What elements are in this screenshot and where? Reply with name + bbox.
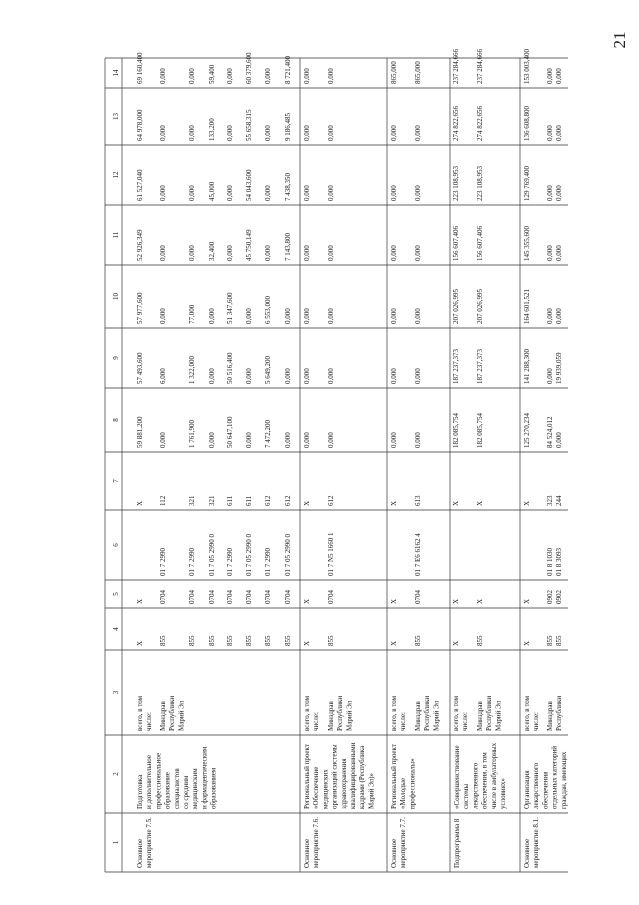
cell-c7: X — [523, 500, 531, 506]
cell-c4: X — [136, 640, 144, 646]
column-header-7: 7 — [112, 479, 120, 483]
amount-cell: 0,000 — [303, 245, 311, 261]
executor-line: Республики — [485, 695, 494, 731]
block-title-line: со средним — [182, 775, 190, 809]
cell-c6: 01 8 1030 — [546, 548, 554, 576]
amount-cell: 0,000 — [546, 368, 554, 384]
cell-c4: 855 — [226, 635, 234, 646]
block-title-line: медицинских — [321, 769, 330, 809]
block-title-line: отдельных категорий — [550, 745, 559, 809]
amount-cell: 0,000 — [327, 245, 335, 261]
amount-cell: 0,000 — [226, 245, 234, 261]
amount-cell: 141 288,300 — [523, 349, 531, 384]
cell-c5: X — [476, 598, 484, 604]
amount-cell: 0,000 — [188, 185, 196, 201]
amount-cell: 0,000 — [303, 432, 311, 448]
amount-cell: 45,000 — [208, 181, 216, 201]
cell-c7: X — [390, 500, 398, 506]
cell-c4: 855 — [188, 635, 196, 646]
column-header-6: 6 — [112, 543, 120, 547]
block-title-line: профессионалы» — [408, 758, 417, 809]
executor-line: Марий Эл — [494, 700, 503, 731]
amount-cell: 0,000 — [208, 308, 216, 324]
cell-c6: 01 7 E6 6162 4 — [414, 533, 422, 576]
amount-cell: 274 822,656 — [452, 106, 460, 141]
cell-c6: 01 7 2990 — [188, 548, 196, 576]
cell-c5: 0704 — [188, 590, 196, 604]
column-header-13: 13 — [112, 113, 120, 120]
amount-cell: 207 026,995 — [452, 289, 460, 324]
block-title-line: образование — [163, 772, 172, 809]
amount-cell: 7 143,800 — [284, 233, 292, 261]
block-title-line: Марий Эл)» — [367, 773, 376, 809]
amount-cell: 0,000 — [303, 68, 311, 84]
amount-cell: 0,000 — [555, 125, 563, 141]
executor-line: всего, в том — [452, 695, 460, 731]
cell-c6: 01 7 05 2990 0 — [245, 534, 253, 576]
amount-cell: 7 438,350 — [284, 173, 292, 201]
amount-cell: 0,000 — [555, 432, 563, 448]
executor-line: Марий Эл — [345, 700, 354, 731]
amount-cell: 50 647,100 — [226, 416, 234, 448]
block-code-line: Основное — [303, 838, 311, 868]
amount-cell: 54 043,600 — [245, 169, 253, 201]
amount-cell: 0,000 — [226, 68, 234, 84]
column-header-12: 12 — [112, 171, 120, 179]
amount-cell: 0,000 — [555, 308, 563, 324]
amount-cell: 0,000 — [159, 125, 167, 141]
cell-c6: 01 7 05 2990 0 — [284, 534, 292, 576]
executor-line: Минздрав — [546, 701, 554, 731]
cell-c7: 611 — [226, 495, 234, 506]
cell-c5: X — [452, 598, 460, 604]
amount-cell: 0,000 — [303, 125, 311, 141]
amount-cell: 77,000 — [188, 304, 196, 324]
amount-cell: 0,000 — [414, 125, 422, 141]
cell-c6: 01 8 3093 — [555, 548, 563, 576]
amount-cell: 156 607,406 — [476, 226, 484, 261]
block-title-line: условиях» — [499, 778, 507, 809]
block-code-line: мероприятие 7.5. — [145, 817, 154, 868]
cell-c4: 855 — [208, 635, 216, 646]
cell-c5: X — [523, 598, 531, 604]
amount-cell: 0,000 — [264, 185, 272, 201]
amount-cell: 1 761,900 — [188, 420, 196, 448]
cell-c4: X — [303, 640, 311, 646]
amount-cell: 0,000 — [327, 368, 335, 384]
amount-cell: 0,000 — [226, 185, 234, 201]
amount-cell: 0,000 — [414, 185, 422, 201]
block-code-line: мероприятие 8.1. — [532, 817, 541, 868]
cell-c6: 01 7 2990 — [226, 548, 234, 576]
cell-c4: 855 — [284, 635, 292, 646]
block-title-line: обеспечения, в том — [480, 752, 489, 809]
amount-cell: 69 160,400 — [136, 52, 144, 84]
cell-c6: 01 7 05 2990 0 — [208, 534, 216, 576]
amount-cell: 59,400 — [208, 64, 216, 84]
cell-c5: 0704 — [226, 590, 234, 604]
block-title-line: лекарственного — [532, 762, 541, 809]
column-header-10: 10 — [112, 293, 120, 300]
block-title-line: и дополнительное — [145, 755, 154, 809]
cell-c5: 0704 — [159, 590, 167, 604]
amount-cell: 64 978,000 — [136, 109, 144, 141]
amount-cell: 0,000 — [390, 245, 398, 261]
block-title-line: числе в амбулаторных — [489, 742, 498, 809]
cell-c4: 855 — [327, 635, 335, 646]
amount-cell: 237 284,666 — [452, 49, 460, 84]
column-header-3: 3 — [112, 690, 120, 695]
amount-cell: 0,000 — [159, 185, 167, 201]
cell-c7: 611 — [245, 495, 253, 506]
executor-line: Республики — [423, 695, 432, 731]
amount-cell: 0,000 — [208, 432, 216, 448]
amount-cell: 0,000 — [245, 432, 253, 448]
cell-c7: X — [136, 500, 144, 506]
amount-cell: 223 108,953 — [476, 166, 484, 201]
block-title-line: Организация — [523, 770, 531, 809]
executor-line: Минздрав — [476, 701, 484, 731]
block-title-line: Региональный проект — [303, 744, 311, 809]
cell-c6: 01 7 N5 1660 1 — [327, 532, 335, 576]
block-code-line: Основное — [390, 838, 398, 868]
amount-cell: 865,000 — [390, 61, 398, 84]
cell-c5: X — [390, 598, 398, 604]
amount-cell: 32,400 — [208, 241, 216, 261]
cell-c7: 612 — [327, 495, 335, 506]
block-title-line: «Молодые — [399, 777, 408, 809]
column-header-2: 2 — [112, 772, 120, 776]
cell-c5: 0704 — [327, 590, 335, 604]
amount-cell: 45 750,149 — [245, 229, 253, 261]
amount-cell: 0,000 — [390, 125, 398, 141]
amount-cell: 61 527,040 — [136, 169, 144, 201]
block-code-line: Основное — [136, 838, 144, 868]
cell-c5: 0704 — [245, 590, 253, 604]
column-header-8: 8 — [112, 418, 120, 422]
column-header-14: 14 — [112, 69, 120, 77]
amount-cell: 1 322,000 — [188, 356, 196, 384]
amount-cell: 0,000 — [208, 368, 216, 384]
executor-line: числе: — [145, 712, 154, 731]
amount-cell: 0,000 — [390, 308, 398, 324]
cell-c4: X — [452, 640, 460, 646]
block-title-line: кадрами (Республика — [358, 745, 367, 809]
amount-cell: 0,000 — [546, 245, 554, 261]
amount-cell: 133,200 — [208, 118, 216, 141]
cell-c5: 0704 — [264, 590, 272, 604]
block-title-line: квалифицированными — [349, 742, 357, 809]
block-title-line: граждан, имеющих — [559, 751, 568, 809]
amount-cell: 207 026,995 — [476, 289, 484, 324]
cell-c5: 0902 — [555, 590, 563, 604]
cell-c5: 0902 — [546, 590, 554, 604]
amount-cell: 0,000 — [303, 368, 311, 384]
cell-c5: X — [303, 598, 311, 604]
block-code-line: Подпрограмма 8 — [453, 818, 461, 868]
block-title-line: «Обеспечение — [312, 766, 321, 809]
amount-cell: 0,000 — [546, 185, 554, 201]
amount-cell: 0,000 — [414, 432, 422, 448]
amount-cell: 0,000 — [303, 308, 311, 324]
amount-cell: 0,000 — [159, 432, 167, 448]
executor-line: Минздрав — [414, 701, 422, 731]
amount-cell: 182 085,754 — [476, 413, 484, 448]
column-header-5: 5 — [112, 592, 120, 596]
block-title-line: специалистов — [172, 768, 181, 809]
amount-cell: 0,000 — [226, 125, 234, 141]
executor-line: числе: — [399, 712, 408, 731]
amount-cell: 0,000 — [245, 368, 253, 384]
amount-cell: 0,000 — [284, 368, 292, 384]
amount-cell: 0,000 — [264, 245, 272, 261]
amount-cell: 0,000 — [555, 245, 563, 261]
cell-c4: 855 — [159, 635, 167, 646]
amount-cell: 237 284,666 — [476, 49, 484, 84]
amount-cell: 0,000 — [188, 68, 196, 84]
cell-c7: 321 — [208, 495, 216, 506]
executor-line: всего, в том — [303, 695, 311, 731]
amount-cell: 145 355,600 — [523, 226, 531, 261]
executor-line: всего, в том — [523, 695, 531, 731]
amount-cell: 223 108,953 — [452, 166, 460, 201]
cell-c7: 612 — [264, 495, 272, 506]
executor-line: числе: — [312, 712, 321, 731]
block-title-line: системы — [462, 783, 471, 809]
column-header-4: 4 — [112, 627, 120, 631]
amount-cell: 0,000 — [284, 308, 292, 324]
amount-cell: 0,000 — [390, 432, 398, 448]
block-title-line: медицинским — [191, 768, 200, 809]
cell-c7: X — [452, 500, 460, 506]
amount-cell: 0,000 — [327, 68, 335, 84]
block-title-line: образованием — [209, 767, 218, 809]
executor-line: Марий Эл — [432, 700, 441, 731]
cell-c5: 0704 — [208, 590, 216, 604]
cell-c6: 01 7 2990 — [264, 548, 272, 576]
amount-cell: 0,000 — [546, 308, 554, 324]
amount-cell: 274 822,656 — [476, 106, 484, 141]
amount-cell: 0,000 — [159, 308, 167, 324]
amount-cell: 19 939,059 — [555, 352, 563, 384]
amount-cell: 0,000 — [555, 68, 563, 84]
block-title-line: обеспечения — [541, 771, 550, 809]
amount-cell: 7 472,200 — [264, 420, 272, 448]
amount-cell: 865,000 — [414, 61, 422, 84]
cell-c7: 323 — [546, 495, 554, 506]
amount-cell: 125 270,234 — [523, 413, 531, 448]
cell-c4: X — [523, 640, 531, 646]
amount-cell: 5 649,200 — [264, 356, 272, 384]
executor-line: числе: — [532, 712, 541, 731]
amount-cell: 84 524,012 — [546, 416, 554, 448]
amount-cell: 187 237,373 — [452, 349, 460, 384]
executor-line: Республики — [168, 695, 177, 731]
amount-cell: 57 493,600 — [136, 352, 144, 384]
block-code-line: мероприятие 7.6. — [312, 817, 321, 868]
executor-line: всего, в том — [390, 695, 398, 731]
amount-cell: 0,000 — [284, 432, 292, 448]
amount-cell: 0,000 — [188, 125, 196, 141]
cell-c6: 01 7 2990 — [159, 548, 167, 576]
page-number: 21 — [610, 31, 629, 49]
block-title-line: и фармацевтическим — [200, 746, 209, 809]
amount-cell: 0,000 — [390, 185, 398, 201]
amount-cell: 0,000 — [303, 185, 311, 201]
cell-c5: 0704 — [284, 590, 292, 604]
column-header-1: 1 — [112, 840, 120, 845]
amount-cell: 0,000 — [414, 368, 422, 384]
amount-cell: 0,000 — [327, 308, 335, 324]
block-title-line: здравоохранения — [339, 758, 348, 809]
cell-c4: 855 — [546, 635, 554, 646]
executor-line: Марий Эл — [177, 700, 186, 731]
amount-cell: 0,000 — [555, 185, 563, 201]
amount-cell: 0,000 — [327, 185, 335, 201]
amount-cell: 164 601,521 — [523, 289, 531, 324]
cell-c4: X — [390, 640, 398, 646]
amount-cell: 129 769,400 — [523, 166, 531, 201]
amount-cell: 9 186,485 — [284, 113, 292, 141]
amount-cell: 60 379,600 — [245, 52, 253, 84]
block-title-line: Региональный проект — [390, 744, 398, 809]
amount-cell: 59 881,200 — [136, 416, 144, 448]
amount-cell: 6,000 — [159, 368, 167, 384]
amount-cell: 0,000 — [327, 432, 335, 448]
cell-c4: 855 — [264, 635, 272, 646]
column-header-9: 9 — [112, 356, 120, 360]
amount-cell: 0,000 — [546, 125, 554, 141]
block-title-line: организаций системы — [330, 744, 339, 809]
amount-cell: 0,000 — [414, 308, 422, 324]
executor-line: всего, в том — [136, 695, 144, 731]
amount-cell: 0,000 — [327, 125, 335, 141]
amount-cell: 0,000 — [264, 68, 272, 84]
cell-c4: 855 — [245, 635, 253, 646]
amount-cell: 0,000 — [159, 68, 167, 84]
executor-line: Республики — [555, 695, 564, 731]
executor-line: Минздрав — [159, 701, 167, 731]
block-title-line: лекарственного — [471, 762, 480, 809]
amount-cell: 156 607,406 — [452, 226, 460, 261]
amount-cell: 55 658,315 — [245, 109, 253, 141]
amount-cell: 0,000 — [414, 245, 422, 261]
amount-cell: 136 608,800 — [523, 106, 531, 141]
amount-cell: 0,000 — [264, 125, 272, 141]
amount-cell: 0,000 — [390, 368, 398, 384]
amount-cell: 187 237,373 — [476, 349, 484, 384]
block-title-line: «Совершенствование — [453, 745, 461, 809]
cell-c7: 244 — [555, 495, 563, 506]
block-code-line: Основное — [523, 838, 531, 868]
amount-cell: 50 516,400 — [226, 352, 234, 384]
executor-line: числе: — [461, 712, 470, 731]
cell-c4: 855 — [414, 635, 422, 646]
amount-cell: 52 926,349 — [136, 229, 144, 261]
amount-cell: 8 721,400 — [284, 56, 292, 84]
amount-cell: 51 347,600 — [226, 292, 234, 324]
cell-c5: X — [136, 598, 144, 604]
block-title-line: Подготовка — [136, 774, 144, 809]
cell-c7: 112 — [159, 495, 167, 506]
cell-c7: 613 — [414, 495, 422, 506]
block-code-line: мероприятие 7.7. — [399, 817, 408, 868]
amount-cell: 0,000 — [245, 308, 253, 324]
amount-cell: 182 085,754 — [452, 413, 460, 448]
block-title-line: профессиональное — [154, 752, 163, 809]
amount-cell: 0,000 — [546, 68, 554, 84]
executor-line: Республики — [336, 695, 345, 731]
column-header-11: 11 — [112, 231, 120, 239]
cell-c7: X — [303, 500, 311, 506]
cell-c4: 855 — [476, 635, 484, 646]
cell-c7: 612 — [284, 495, 292, 506]
cell-c4: 855 — [555, 635, 563, 646]
amount-cell: 153 003,400 — [523, 49, 531, 84]
cell-c7: 321 — [188, 495, 196, 506]
amount-cell: 0,000 — [159, 245, 167, 261]
amount-cell: 6 553,000 — [264, 296, 272, 324]
cell-c5: 0704 — [414, 590, 422, 604]
amount-cell: 0,000 — [188, 245, 196, 261]
executor-line: Минздрав — [327, 701, 335, 731]
amount-cell: 57 977,600 — [136, 292, 144, 324]
cell-c7: X — [476, 500, 484, 506]
